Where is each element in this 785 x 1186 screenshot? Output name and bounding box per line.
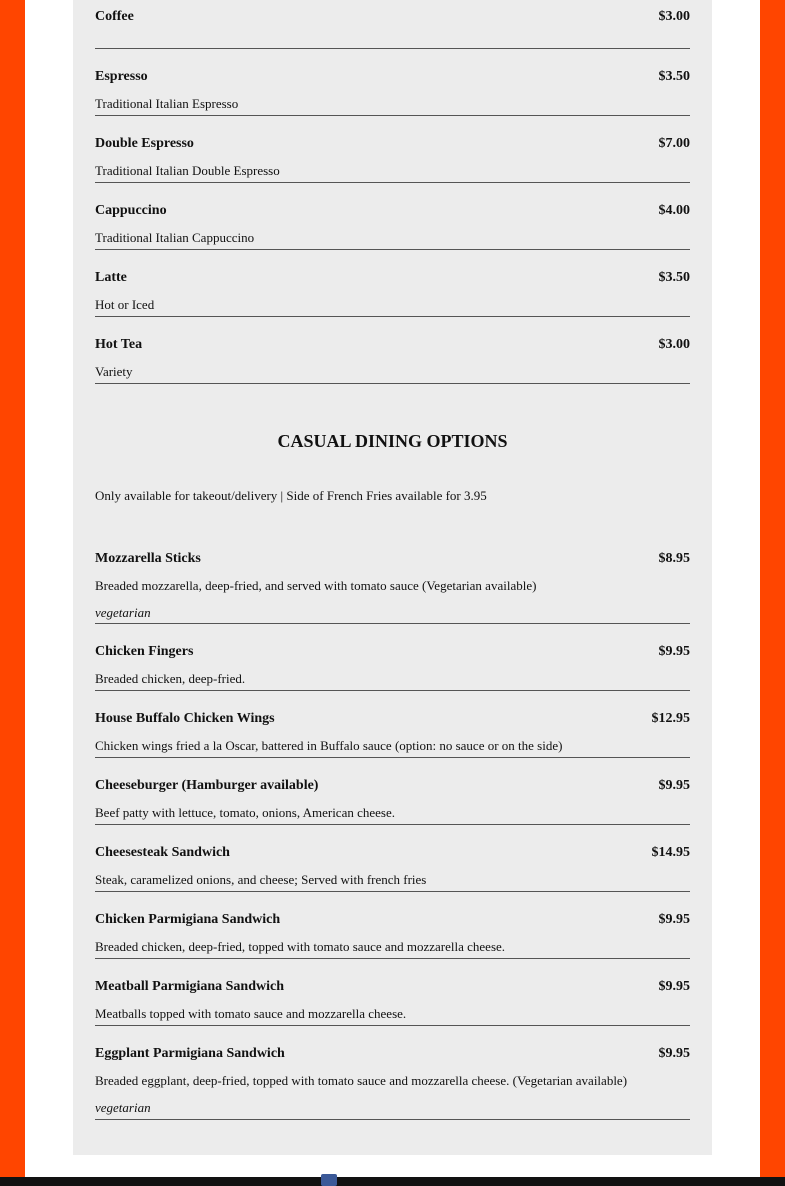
- dietary-tag: vegetarian: [95, 605, 151, 620]
- item-description: Beef patty with lettuce, tomato, onions, American cheese.: [95, 805, 395, 820]
- item-description: Variety: [95, 364, 133, 379]
- item-price: $3.00: [658, 337, 690, 352]
- item-name: Meatball Parmigiana Sandwich: [95, 979, 285, 994]
- menu-item: [95, 249, 690, 317]
- item-description: Breaded chicken, deep-fried.: [95, 671, 246, 686]
- menu-item: [95, 48, 690, 116]
- item-price: $9.95: [658, 1046, 690, 1061]
- item-price: $3.00: [658, 9, 690, 24]
- item-description: Traditional Italian Double Espresso: [95, 163, 280, 178]
- menu-item: [95, 757, 690, 825]
- menu-panel: [73, 0, 712, 1155]
- item-name: Eggplant Parmigiana Sandwich: [95, 1046, 285, 1061]
- menu-item: [95, 824, 690, 892]
- item-price: $3.50: [658, 69, 690, 84]
- item-name: Chicken Fingers: [95, 644, 194, 659]
- item-price: $9.95: [658, 644, 690, 659]
- item-price: $7.00: [658, 136, 690, 151]
- item-price: $4.00: [658, 203, 690, 218]
- item-price: $9.95: [658, 912, 690, 927]
- menu-item: [95, 0, 690, 49]
- menu-item: [95, 623, 690, 691]
- section-title: CASUAL DINING OPTIONS: [277, 431, 508, 451]
- item-description: Breaded mozzarella, deep-fried, and served with tomato sauce (Vegetarian available): [95, 578, 537, 593]
- menu-item: [95, 530, 690, 624]
- item-description: Hot or Iced: [95, 297, 155, 312]
- item-price: $3.50: [658, 270, 690, 285]
- menu-item: [95, 182, 690, 250]
- item-name: Hot Tea: [95, 337, 143, 352]
- menu-item: [95, 1025, 690, 1120]
- menu-item: [95, 891, 690, 959]
- item-description: Traditional Italian Cappuccino: [95, 230, 255, 245]
- facebook-icon[interactable]: [321, 1174, 337, 1186]
- item-name: House Buffalo Chicken Wings: [95, 711, 275, 726]
- item-price: $9.95: [658, 979, 690, 994]
- item-name: Double Espresso: [95, 136, 194, 151]
- item-price: $9.95: [658, 778, 690, 793]
- item-description: Steak, caramelized onions, and cheese; Served with french fries: [95, 872, 427, 887]
- item-name: Chicken Parmigiana Sandwich: [95, 912, 281, 927]
- menu-item: [95, 958, 690, 1026]
- item-name: Cappuccino: [95, 203, 167, 218]
- dietary-tag: vegetarian: [95, 1100, 151, 1115]
- item-description: Breaded eggplant, deep-fried, topped with tomato sauce and mozzarella cheese. (Vegetarian available): [95, 1073, 628, 1088]
- item-name: Cheesesteak Sandwich: [95, 845, 230, 860]
- item-price: $8.95: [658, 551, 690, 566]
- menu-item: [95, 115, 690, 183]
- item-name: Coffee: [95, 9, 134, 24]
- menu-item: [95, 316, 690, 384]
- item-description: Breaded chicken, deep-fried, topped with tomato sauce and mozzarella cheese.: [95, 939, 506, 954]
- item-name: Espresso: [95, 69, 148, 84]
- section-note: Only available for takeout/delivery | Side of French Fries available for 3.95: [95, 488, 487, 503]
- item-description: Meatballs topped with tomato sauce and mozzarella cheese.: [95, 1006, 407, 1021]
- menu-item: [95, 690, 690, 758]
- item-price: $14.95: [651, 845, 690, 860]
- item-description: Traditional Italian Espresso: [95, 96, 239, 111]
- item-name: Latte: [95, 270, 127, 285]
- page-content: [25, 0, 760, 1186]
- item-name: Cheeseburger (Hamburger available): [95, 778, 319, 793]
- item-description: Chicken wings fried a la Oscar, battered in Buffalo sauce (option: no sauce or on the side): [95, 738, 563, 753]
- item-name: Mozzarella Sticks: [95, 551, 201, 566]
- item-price: $12.95: [651, 711, 690, 726]
- footer-bar: [0, 1177, 785, 1186]
